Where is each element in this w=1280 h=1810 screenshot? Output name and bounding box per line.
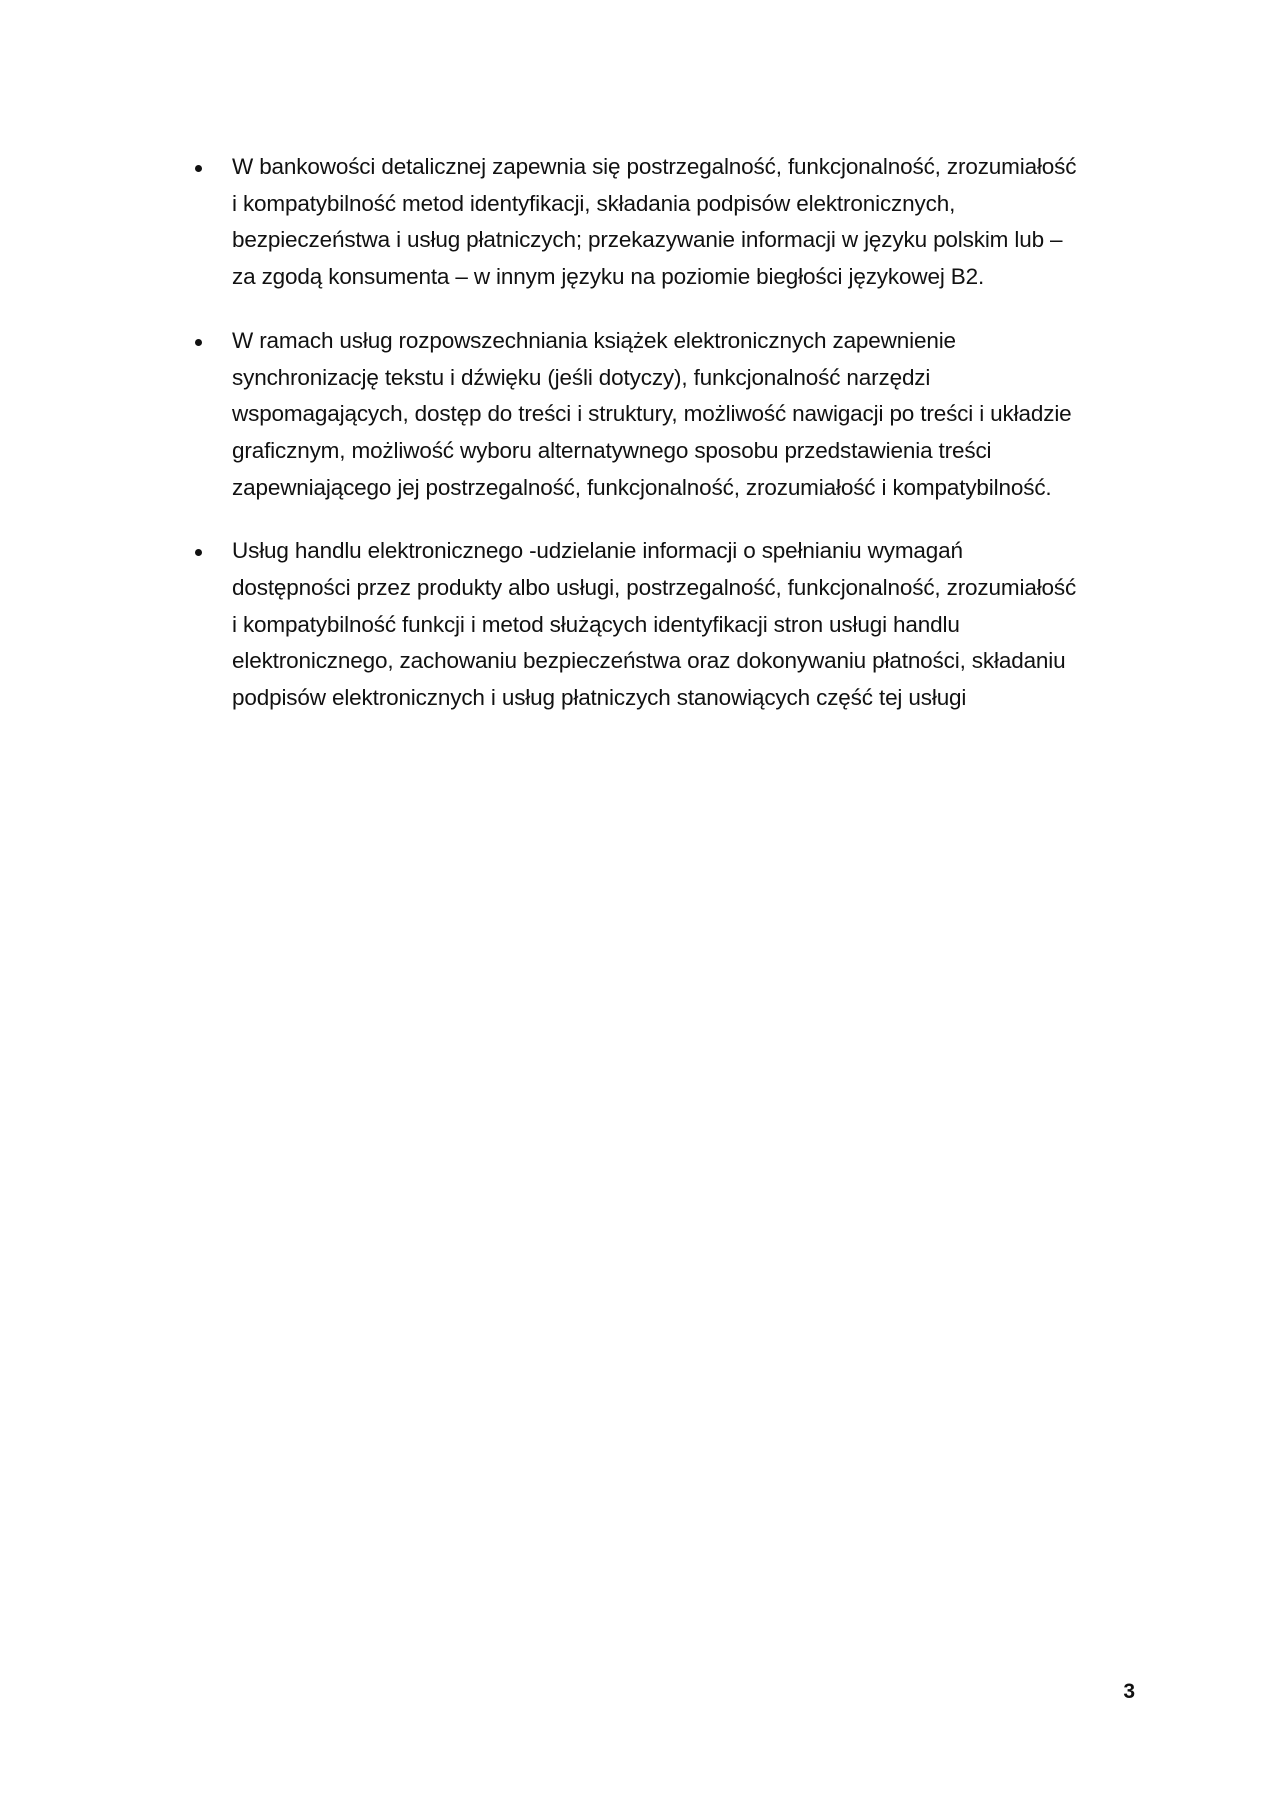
bullet-dot-icon (195, 165, 202, 172)
bullet-line: graficznym, możliwość wyboru alternatywnego sposobu przedstawienia treści (232, 437, 992, 463)
page-number: 3 (1123, 1680, 1135, 1703)
bullet-item-ebooks (186, 323, 1126, 507)
bullet-item-ecommerce (186, 533, 1126, 717)
bullet-dot-icon (195, 549, 202, 556)
bullet-line: i kompatybilność metod identyfikacji, składania podpisów elektronicznych, (232, 190, 956, 216)
bullet-line: zapewniającego jej postrzegalność, funkcjonalność, zrozumiałość i kompatybilność. (232, 474, 1052, 500)
bullet-line: dostępności przez produkty albo usługi, postrzegalność, funkcjonalność, zrozumiałość (232, 575, 1077, 601)
bullet-dot-icon (195, 339, 202, 346)
bullet-line: podpisów elektronicznych i usług płatniczych stanowiących część tej usługi (232, 685, 967, 711)
bullet-line: bezpieczeństwa i usług płatniczych; przekazywanie informacji w języku polskim lub – (232, 227, 1063, 253)
bullet-line: wspomagających, dostęp do treści i struktury, możliwość nawigacji po treści i układzie (232, 401, 1072, 427)
bullet-line: W bankowości detalicznej zapewnia się postrzegalność, funkcjonalność, zrozumiałość (232, 154, 1077, 179)
bullet-line: synchronizację tekstu i dźwięku (jeśli dotyczy), funkcjonalność narzędzi (232, 364, 931, 390)
bullet-list (186, 149, 1126, 744)
bullet-line: i kompatybilność funkcji i metod służących identyfikacji stron usługi handlu (232, 611, 960, 637)
bullet-line: W ramach usług rozpowszechniania książek elektronicznych zapewnienie (232, 327, 956, 353)
bullet-item-retail-banking (186, 149, 1126, 296)
bullet-line: elektronicznego, zachowaniu bezpieczeństwa oraz dokonywaniu płatności, składaniu (232, 648, 1066, 674)
bullet-line: Usług handlu elektronicznego -udzielanie informacji o spełnianiu wymagań (232, 538, 963, 564)
bullet-line: za zgodą konsumenta – w innym języku na poziomie biegłości językowej B2. (232, 264, 985, 290)
